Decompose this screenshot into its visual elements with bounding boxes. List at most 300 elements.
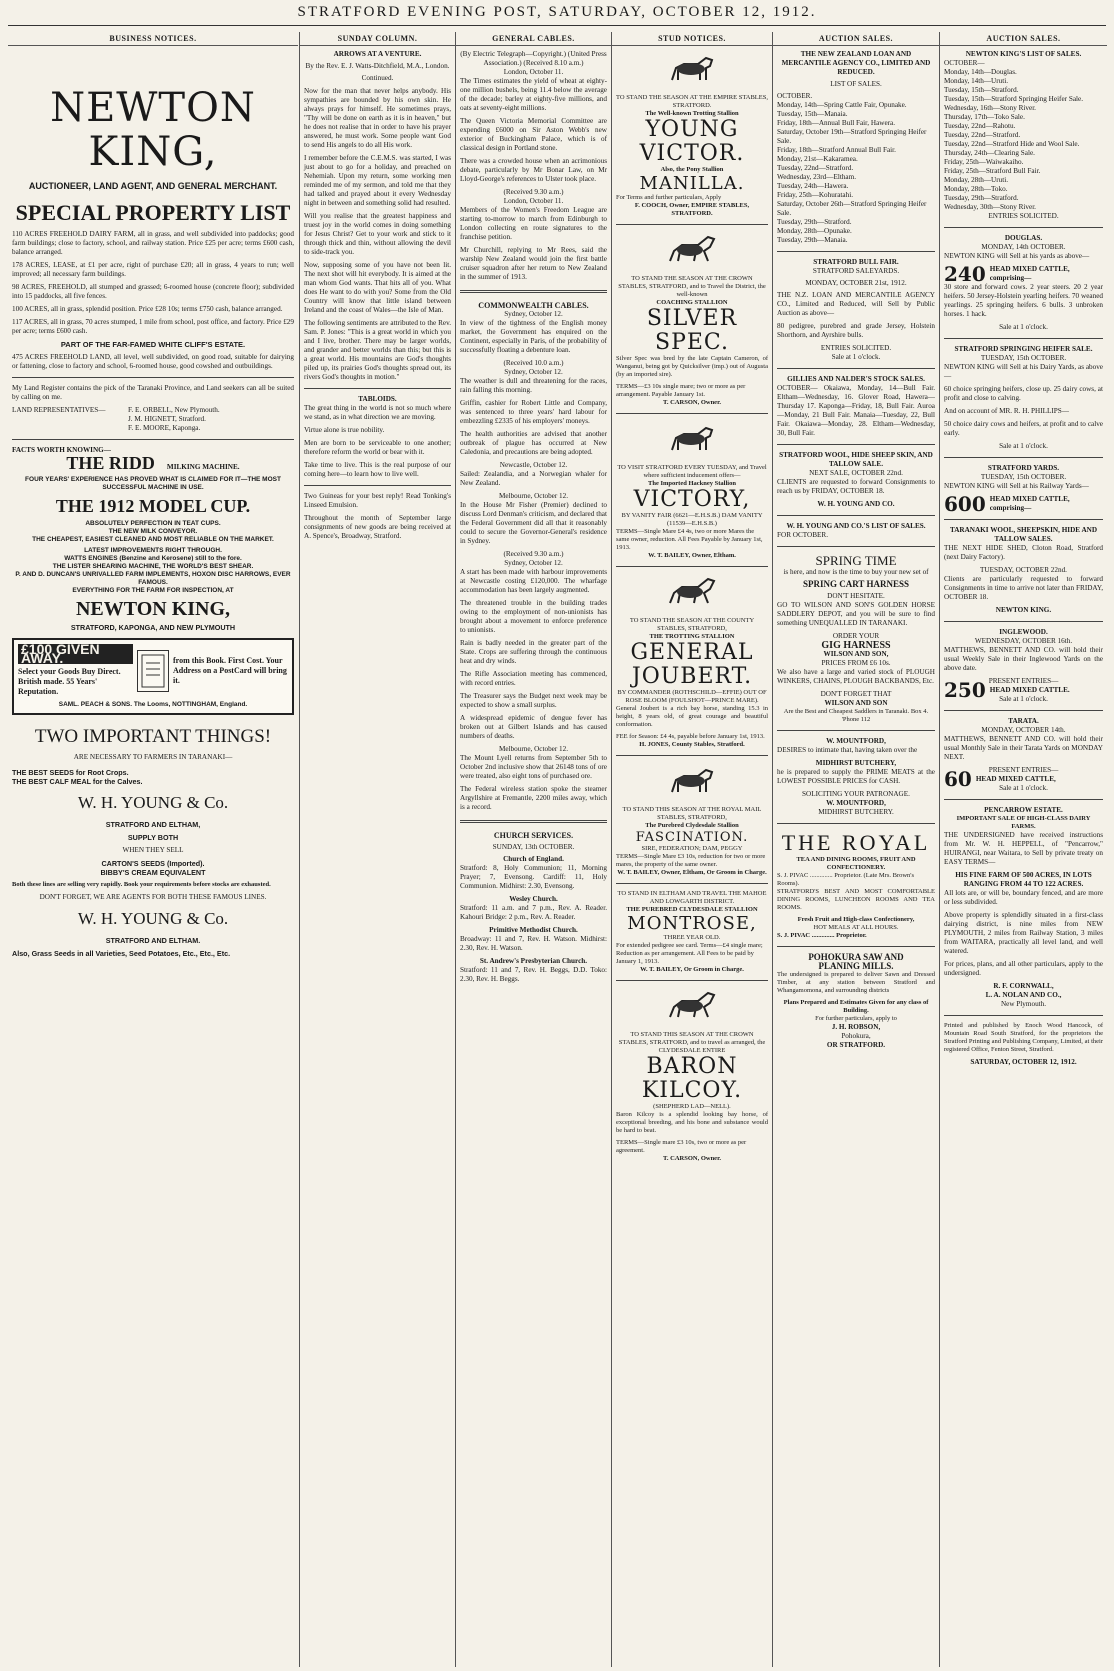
head-count: 60 [944, 767, 972, 791]
duncan: P. AND D. DUNCAN'S UNRIVALLED FARM IMPLEMENTS, HOXON DISC HARROWS, EVER FAMOUS. [15, 571, 291, 586]
paragraph: Members of the Women's Freedom League are starting to-morrow to march from Edinburgh to London collecting en route signatures to the franchise petition. [460, 206, 607, 241]
stud-intro: TO VISIT STRATFORD EVERY TUESDAY, and Travel where sufficient inducement offers— [617, 464, 767, 479]
matthews: MATTHEWS, BENNETT AND CO. will hold their usual Weekly Sale in their Inglewood Yards on the above date. [944, 646, 1103, 672]
october-label: OCTOBER. [777, 92, 813, 100]
royal-text: STRATFORD'S BEST AND MOST COMFORTABLE DINING ROOMS, LUNCHEON ROOMS AND TEA ROOMS. [777, 888, 935, 911]
stud-text: General Joubert is a rich bay horse, standing 15.3 in height, 8 years old, of great courage and beautiful conformation. [616, 705, 768, 728]
church-name: St. Andrew's Presbyterian Church. [479, 957, 588, 965]
stallion-name: GENERAL [630, 640, 754, 665]
sale-entry: Tuesday, 22nd—Rahotu. [944, 122, 1016, 130]
young-name-2: W. H. YOUNG & Co. [77, 909, 229, 928]
taranaki-wool: TARANAKI WOOL, SHEEPSKIN, HIDE AND TALLOW SALES. [949, 526, 1098, 543]
paragraph: Sailed: Zealandia, and a Norwegian whaler for New Zealand. [460, 470, 607, 487]
bibby: BIBBY'S CREAM EQUIVALENT [100, 868, 206, 877]
footer-name: NEWTON KING, [75, 598, 231, 620]
sale-entry: Monday, 28th—Uruti. [944, 176, 1009, 184]
october-label: OCTOBER— [944, 59, 985, 67]
everything: EVERYTHING FOR THE FARM FOR INSPECTION, AT [72, 587, 234, 594]
newspaper-page [8, 4, 1106, 1667]
wilson-name: WILSON AND SON [824, 699, 888, 707]
sale-entry: Monday, 14th—Spring Cattle Fair, Opunake. [777, 101, 907, 109]
yards-text: NEWTON KING will Sell at his Railway Yards— [944, 482, 1089, 490]
sales-list [944, 68, 1103, 212]
newton-list: NEWTON KING'S LIST OF SALES. [965, 50, 1082, 58]
service-times: Stratford: 8, Holy Communion; 11, Morning Prayer; 7, Evensong. Cardiff: 11, Holy Communion. Midhirst: 2.30, Evensong. [460, 864, 607, 890]
paragraph: The following sentiments are attributed to the Rev. Sam. P. Jones: "This is a great world in which you and I live, brother. There may be larger worlds, and grander and better worlds than this; but this is a great world. His mountains are God's thoughts piled up, its prairies God's thoughts spread out, its rivers God's thoughts in motion." [304, 319, 451, 381]
sale-entry: Wednesday, 23rd—Eltham. [777, 173, 856, 181]
dont-forget: DON'T FORGET, WE ARE AGENTS FOR BOTH THESE FAMOUS LINES. [39, 893, 267, 901]
property-item: 100 ACRES, all in grass, splendid position. Price £28 10s; terms £750 cash, balance arranged. [12, 305, 283, 313]
head-text: HEAD MIXED CATTLE. [989, 686, 1070, 694]
plough: We also have a large and varied stock of PLOUGH WINKERS, CHAINS, PLOUGH BACKBANDS, Etc. [777, 668, 935, 685]
seeds: THE BEST SEEDS for Root Crops. [12, 768, 129, 777]
stud-column [611, 32, 772, 1667]
calf: THE BEST CALF MEAL for the Calves. [12, 777, 143, 786]
role: AUCTIONEER, LAND AGENT, AND GENERAL MERCHANT. [28, 181, 278, 191]
stud-sub: THE PUREBRED CLYDESDALE STALLION [626, 906, 758, 913]
clients: CLIENTS are requested to forward Consignments to reach us by FRIDAY, OCTOBER 18. [777, 478, 935, 495]
service-times: Broadway: 11 and 7, Rev. H. Watson. Midhirst: 2.30, Rev. H. Watson. [460, 935, 607, 952]
entries: ENTRIES SOLICITED. [820, 344, 892, 352]
sunday-title: ARROWS AT A VENTURE. [333, 50, 422, 58]
sunday-column [299, 32, 455, 1667]
stallion-name: VICTOR. [639, 141, 745, 166]
horse-icon [664, 573, 720, 613]
sales-list [777, 101, 935, 245]
horse-icon [664, 762, 720, 802]
rep: F. E. ORBELL, New Plymouth. [128, 406, 220, 414]
sale-entry: Saturday, October 19th—Stratford Springing Heifer Sale. [777, 128, 927, 145]
sale-time: Sale at 1 o'clock. [999, 784, 1048, 792]
head-text: HEAD MIXED CATTLE, [975, 775, 1056, 783]
meals: HOT MEALS AT ALL HOURS. [813, 924, 899, 931]
stud-owner: T. CARSON, Owner. [663, 399, 721, 406]
stud-owner: T. CARSON, Owner. [663, 1155, 721, 1162]
entries: ENTRIES SOLICITED. [988, 212, 1059, 220]
sale-entry: Tuesday, 22nd—Stratford. [777, 164, 854, 172]
young-co: W. H. YOUNG AND CO. [817, 500, 895, 508]
mountford-2: W. MOUNTFORD, [826, 799, 886, 807]
stallion-name: MANILLA. [639, 173, 745, 194]
dateline: Sydney, October 12. [504, 559, 563, 567]
paragraph: There was a crowded house when an acrimonious debate, particularly by Mr Bonar Law, on Mr Lloyd-George's references to Ulster took place. [460, 157, 607, 183]
nz-loan: THE NEW ZEALAND LOAN AND MERCANTILE AGENCY CO., LIMITED AND REDUCED. [781, 50, 931, 76]
dateline: London, October 11. [503, 197, 564, 205]
paragraph: Take time to live. This is the real purpose of our coming here—to learn how to live well. [304, 461, 451, 478]
situated: Above property is splendidly situated in a first-class dairying district, is nine miles from NEW PLYMOUTH, 2 miles from Railway Station, 3 miles from WAITARA, practically all level land, and well watered. [944, 911, 1103, 955]
dateline: Melbourne, October 12. [498, 745, 569, 753]
sale-entry: Tuesday, 22nd—Stratford Hide and Wool Sale. [944, 140, 1080, 148]
sale-entry: Tuesday, 29th—Stratford. [944, 194, 1019, 202]
four-years: FOUR YEARS' EXPERIENCE HAS PROVED WHAT IS CLAIMED FOR IT—THE MOST SUCCESSFUL MACHINE IN USE. [25, 476, 281, 491]
inglewood: INGLEWOOD. [999, 628, 1048, 636]
planing: PLANING MILLS. [818, 961, 894, 971]
douglas: DOUGLAS. [1004, 234, 1043, 242]
stud-sub: Also, the Pony Stallion [660, 166, 724, 173]
dateline: Newcastle, October 12. [499, 461, 568, 469]
stud-intro: TO STAND THIS SEASON AT THE CROWN STABLES, STRATFORD, and to travel as arranged, the CLYDESDALE ENTIRE [618, 1031, 766, 1054]
auction-column-1 [772, 32, 939, 1667]
tuesday-22: TUESDAY, OCTOBER 22nd. [980, 566, 1067, 574]
butchery-2: MIDHIRST BUTCHERY. [818, 808, 894, 816]
stud-terms: TERMS—£3 10s single mare; two or more as per arrangement. Payable January 1st. [616, 383, 746, 398]
lots: All lots are, or will be, boundary fenced, and are more or less subdivided. [944, 889, 1103, 906]
column-heading: SUNDAY COLUMN. [300, 32, 455, 46]
sale-entry: Friday, 18th—Annual Bull Fair, Hawera. [777, 119, 896, 127]
paragraph: The Rifle Association meeting has commenced, with record entries. [460, 670, 607, 687]
sale-entry: Tuesday, 22nd—Stratford. [944, 131, 1021, 139]
stud-text: Silver Spec was bred by the late Captain Cameron, of Wanganui, being got by Quicksilver (imp.) out of Augusta (by an imported sire). [616, 355, 768, 378]
sale-time: Sale at 1 o'clock. [999, 323, 1048, 331]
phillips-text: 50 choice dairy cows and heifers, at profit and to calve early. [944, 420, 1103, 437]
stud-by: (SHEPHERD LAD—NELL). [653, 1103, 731, 1110]
stud-by: SIRE, FEDERATION; DAM, PEGGY [641, 845, 743, 852]
forget: DON'T FORGET THAT [820, 690, 892, 698]
facts-heading: FACTS WORTH KNOWING— [12, 446, 111, 454]
stud-text: Baron Kilcoy is a splendid looking bay horse, of exceptional breeding, and his bone and substance would be hard to beat. [616, 1111, 768, 1134]
gig-harness: GIG HARNESS [821, 640, 891, 651]
stud-sub: The Purebred Clydesdale Stallion [645, 822, 739, 829]
paragraph: Will you realise that the greatest happiness and truest joy in the world comes in doing something for Jesus Christ? Get to your work and stick to it through thick and thin, without allowing the devil to side-track you. [304, 212, 451, 256]
paragraph: In view of the tightness of the English money market, the Government has enquired on the Continent, especially in Paris, of the probability of successfully floating a debenture loan. [460, 319, 607, 354]
cheapest: THE CHEAPEST, EASIEST CLEANED AND MOST RELIABLE ON THE MARKET. [32, 536, 274, 543]
pohokura: POHOKURA SAW AND [808, 952, 904, 962]
dateline: Sydney, October 12. [504, 368, 563, 376]
young-place: STRATFORD AND ELTHAM, [105, 820, 201, 829]
stud-sub: The Imported Hackney Stallion [648, 480, 736, 487]
stud-intro: TO STAND THE SEASON AT THE COUNTY STABLES, STRATFORD, [629, 617, 755, 632]
newton-king-title: NEWTON KING, [50, 85, 256, 175]
commonwealth-heading: COMMONWEALTH CABLES. [478, 301, 589, 310]
stud-intro: TO STAND THE SEASON AT THE CROWN STABLES, STRATFORD, and to Travel the District, the well-known [618, 275, 766, 298]
register-text: My Land Register contains the pick of the Taranaki Province, and Land seekers can all be suited by calling on me. [12, 384, 294, 401]
spring-list: 60 choice springing heifers, close up. 25 dairy cows, at profit and close to calving. [944, 385, 1103, 402]
paragraph: Throughout the month of September large consignments of new goods are being received at A. Spence's, Broadway, Stratford. [304, 514, 451, 540]
stud-intro: TO STAND THE SEASON AT THE EMPIRE STABLES, STRATFORD. [616, 94, 768, 109]
sale-entry: Monday, 14th—Uruti. [944, 77, 1009, 85]
nolan-place: New Plymouth. [1000, 1000, 1047, 1008]
bull-text: THE N.Z. LOAN AND MERCANTILE AGENCY CO., Limited and Reduced, will Sell by Public Auction as above— [777, 291, 935, 317]
bull-detail: 80 pedigree, purebred and grade Jersey, Holstein Shorthorn, and Ayrshire bulls. [777, 322, 935, 339]
ing-date: WEDNESDAY, OCTOBER 16th. [974, 637, 1073, 645]
imprint: Printed and published by Enoch Wood Hancock, of Mountain Road South Stratford, for the proprietors the Stratford Printing and Publishing Company, Limited, at their registered Office, Fenton Street, Stratford. [944, 1022, 1103, 1053]
paragraph: The health authorities are advised that another outbreak of plague has occurred at New Caledonia, and precautions are being adopted. [460, 430, 607, 456]
tarata-date: MONDAY, OCTOBER 14th. [981, 726, 1066, 734]
stallion-name: MONTROSE, [627, 913, 757, 934]
sale-entry: Thursday, 17th—Toko Sale. [944, 113, 1025, 121]
paragraph: Now for the man that never helps anybody. His sympathies are bounded by his own skin. He always prays for himself. He sometimes prays, "Thy will be done on earth as it is in heaven," but he does not realise that in order to have his prayer answered, he must work. Some people want God to send His angels to do all His work. [304, 87, 451, 149]
robson: J. H. ROBSON, [831, 1023, 881, 1031]
young-place-2: STRATFORD AND ELTHAM. [105, 936, 201, 945]
spring-text: is here, and now is the time to buy your new set of [783, 568, 929, 576]
grass-seeds: Also, Grass Seeds in all Varieties, Seed Potatoes, Etc., Etc., Etc. [12, 949, 231, 958]
sunday-date: SUNDAY, 13th OCTOBER. [492, 843, 575, 851]
bull-date: MONDAY, OCTOBER 21st, 1912. [805, 279, 907, 287]
church-name: Primitive Methodist Church. [489, 926, 578, 934]
newton-king: NEWTON KING. [995, 606, 1052, 614]
sale-entry: Friday, 18th—Stratford Annual Bull Fair. [777, 146, 896, 154]
stallion-name: KILCOY. [641, 1078, 743, 1103]
head-count: 600 [944, 491, 986, 516]
sale-entry: Tuesday, 24th—Hawera. [777, 182, 849, 190]
wilson-name: WILSON AND SON, [823, 650, 889, 658]
engines: WATTS ENGINES (Benzine and Kerosene) still to the fore. [64, 555, 242, 562]
masthead: STRATFORD EVENING POST, SATURDAY, OCTOBER 12, 1912. [8, 4, 1106, 26]
column-heading: STUD NOTICES. [612, 32, 772, 46]
pohokura-text: The undersigned is prepared to deliver Sawn and Dressed Timber, at any station between Stratford and Whangamomona, and surrounding districts [777, 971, 935, 994]
stud-intro: TO STAND IN ELTHAM AND TRAVEL THE MAHOE AND LOWGARTH DISTRICT. [617, 890, 767, 905]
sale-time: Sale at 1 o'clock. [831, 353, 881, 361]
stud-intro: TO STAND THIS SEASON AT THE ROYAL MAIL STABLES, STRATFORD, [622, 806, 762, 821]
robson-place: Pohokura, [841, 1032, 871, 1040]
stud-sub: The Well-known Trotting Stallion [645, 110, 739, 117]
paragraph: The Queen Victoria Memorial Committee are expending £6000 on Sir Aston Webb's new exterior of Buckingham Palace, which is of classical design in Portland stone. [460, 117, 607, 152]
property-item: 178 ACRES, LEASE, at £1 per acre, right of purchase £20; all in grass, 4 years to run; well improved; all necessary farm buildings. [12, 261, 294, 278]
present: PRESENT ENTRIES— [988, 677, 1059, 685]
sale-entry: Tuesday, 15th—Stratford. [944, 86, 1019, 94]
church-heading: CHURCH SERVICES. [493, 831, 574, 840]
milking: MILKING MACHINE. [166, 463, 240, 471]
wool-sale: STRATFORD WOOL, HIDE SHEEP SKIN, AND TALLOW SALE. [779, 451, 933, 468]
paragraph: The threatened trouble in the building trades owing to the employment of non-unionists has brought about a movement to enforce preference to unionists. [460, 599, 607, 634]
stud-terms: FEE for Season: £4 4s, payable before January 1st, 1913. [616, 733, 765, 740]
phillips: And on account of MR. R. H. PHILLIPS— [944, 407, 1069, 415]
stud-sub: COACHING STALLION [656, 299, 728, 306]
hide-shed: THE NEXT HIDE SHED, Cloton Road, Stratford (next Dairy Factory). [944, 544, 1103, 561]
sale-time: Sale at 1 o'clock. [999, 442, 1048, 450]
book-text: from this Book. First Cost. Your Address on a PostCard will bring it. [173, 655, 287, 685]
sale-entry: Monday, 28th—Opunake. [777, 227, 852, 235]
hesitate: DON'T HESITATE. [827, 592, 885, 600]
paragraph: The weather is dull and threatening for the races, rain falling this morning. [460, 377, 607, 394]
yards: STRATFORD YARDS. [987, 464, 1060, 472]
necessary: ARE NECESSARY TO FARMERS IN TARANAKI— [73, 753, 233, 761]
paragraph: Two Guineas for your best reply! Read Tonking's Linseed Emulsion. [304, 492, 451, 509]
select-text: Select your Goods Buy Direct. British made. 55 Years' Reputation. [18, 667, 121, 696]
horse-icon [664, 987, 720, 1027]
sale-entry: Monday, 14th—Douglas. [944, 68, 1017, 76]
list-heading: LIST OF SALES. [830, 80, 882, 88]
rep: J. M. HIGNETT, Stratford. [128, 415, 206, 423]
supply: SUPPLY BOTH [127, 833, 179, 842]
farm: HIS FINE FARM OF 500 ACRES, IN LOTS RANGING FROM 44 TO 122 ACRES. [955, 871, 1092, 888]
dateline: Melbourne, October 12. [498, 492, 569, 500]
property-item: 98 ACRES, FREEHOLD, all stumped and grassed; 6-roomed house (concrete floor); subdivided into 15 paddocks, all five fences. [12, 283, 294, 300]
paragraph: The Times estimates the yield of wheat at eighty-one million bushels, being 11.4 below the average of the decade; barley at eighty-five millions, and oats at seventy-eight millions. [460, 77, 607, 112]
clients: Clients are particularly requested to forward Consignments in time to arrive not later than FRIDAY, OCTOBER 18. [944, 575, 1103, 601]
paragraph: The Mount Lyell returns from September 5th to October 2nd inclusive show that 26148 tons of ore were treated, also eight tons of purchased ore. [460, 754, 607, 780]
auction-column-2 [939, 32, 1107, 1667]
stallion-name: VICTORY, [633, 487, 751, 512]
sale-time: Sale at 1 o'clock. [999, 695, 1048, 703]
two-things-heading: TWO IMPORTANT THINGS! [34, 726, 272, 747]
column-heading: GENERAL CABLES. [456, 32, 611, 46]
church-name: Wesley Church. [509, 895, 558, 903]
gillies-list: OCTOBER— Okaiawa, Monday, 14—Bull Fair. Eltham—Wednesday, 16. Glover Road, Hawera—Thursday 17. Kaponga—Friday, 18, Bull Fair. Auroa—Monday, 21 Bull Fair. Manaia—Tuesday, 22, Bull Fair. Okaiawa—Monday, 28. Eltham—Wednesday, 30, Bull Fair. [777, 384, 935, 437]
continued: Continued. [361, 74, 394, 82]
stud-by: BY COMMANDER (ROTHSCHILD—EFFIE) OUT OF ROSE BLOOM (FOULSHOT—PRINCE MARE). [617, 689, 767, 704]
stud-terms: TERMS—Single mare £3 10s, two or more as per agreement. [616, 1139, 747, 1154]
column-heading: AUCTION SALES. [940, 32, 1107, 46]
stud-terms: TERMS—Single Mare £3 10s, reduction for two or more mares, the property of the same owner. [616, 853, 766, 868]
paragraph: A widespread epidemic of dengue fever has broken out at Gilbert Islands and has caused numbers of deaths. [460, 714, 607, 740]
douglas-text: NEWTON KING will Sell at his yards as above— [944, 252, 1090, 260]
mountford-text-2: he is prepared to supply the PRIME MEATS at the LOWEST POSSIBLE PRICES for CASH. [777, 768, 935, 785]
further: For further particulars, apply to [815, 1015, 897, 1022]
sale-entry: Friday, 25th—Kohuratahi. [777, 191, 853, 199]
order: ORDER YOUR [832, 632, 880, 640]
sale-entry: Thursday, 24th—Clearing Sale. [944, 149, 1035, 157]
saleyards: STRATFORD SALEYARDS. [812, 267, 900, 275]
yards-date: TUESDAY, 15th OCTOBER. [980, 473, 1067, 481]
sale-entry: Tuesday, 29th—Manaia. [777, 236, 848, 244]
young-name: W. H. YOUNG & Co. [77, 793, 229, 812]
paragraph: Now, supposing some of you have not been lit. The next shot will hit everybody. It is aimed at the man whom God wants. That hits all of you. What does He want to do with you? Some from the Old Country will know that little island between Ireland and the coast of Wales—the Isle of Man. [304, 261, 451, 314]
present-2: PRESENT ENTRIES— [988, 766, 1059, 774]
robson-or: OR STRATFORD. [826, 1041, 886, 1049]
paragraph: Rain is badly needed in the greater part of the State. Crops are suffering through the continuous heat and dry winds. [460, 639, 607, 665]
royal-sub: TEA AND DINING ROOMS, FRUIT AND CONFECTIONERY. [796, 856, 916, 871]
paragraph: Griffin, cashier for Robert Little and Company, was sentenced to three years' hard labour for embezzling £2335 of his employers' moneys. [460, 399, 607, 425]
pencarrow: PENCARROW ESTATE. [984, 806, 1063, 814]
bull-fair: STRATFORD BULL FAIR. [813, 258, 899, 266]
model-cup: THE 1912 MODEL CUP. [55, 496, 251, 516]
sunday-by: By the Rev. E. J. Watts-Ditchfield, M.A., London. [305, 62, 450, 70]
sale-entry: Wednesday, 30th—Stony River. [944, 203, 1036, 211]
sale-entry: Tuesday, 15th—Manaia. [777, 110, 848, 118]
property-item: 475 ACRES FREEHOLD LAND, all level, well subdivided, on good road, suitable for dairying or fattening, close to factory and school, 6-roomed house, good cowshed and outbuildings. [12, 353, 294, 370]
horse-icon [664, 50, 720, 90]
rep: F. E. MOORE, Kaponga. [128, 424, 201, 432]
church-name: Church of England. [503, 855, 564, 863]
column-heading: AUCTION SALES. [773, 32, 939, 46]
sale-entry: Tuesday, 15th—Stratford Springing Heifer Sale. [944, 95, 1084, 103]
paragraph: Mr Churchill, replying to Mr Rees, said the warship New Zealand would join the first battle cruiser squadron after her return to New Zealand in the summer of 1913. [460, 246, 607, 281]
sale-entry: Monday, 21st—Kakaramea. [777, 155, 858, 163]
stallion-name: JOUBERT. [631, 664, 753, 689]
stud-owner: W. T. BAILEY, Owner, Eltham, Or Groom in Charge. [617, 869, 767, 876]
paragraph: Virtue alone is true nobility. [304, 426, 385, 434]
sale-entry: Monday, 28th—Toko. [944, 185, 1008, 193]
next-sale: NEXT SALE, OCTOBER 22nd. [809, 469, 903, 477]
paragraph: In the House Mr Fisher (Premier) declined to discuss Lord Denman's criticism, and declared that the Federal Government did all that it reasonably could to secure the Governor-General's residence in Sydney. [460, 501, 607, 545]
list-title: SPECIAL PROPERTY LIST [15, 200, 291, 225]
stud-owner: W. T. BAILEY, Owner, Eltham. [648, 552, 736, 559]
spring-time: SPRING TIME [815, 553, 897, 568]
latest: LATEST IMPROVEMENTS RIGHT THROUGH. [84, 547, 222, 554]
dateline: Sydney, October 12. [504, 310, 563, 318]
absolutely: ABSOLUTELY PERFECTION IN TEAT CUPS. [85, 520, 221, 527]
matthews-2: MATTHEWS, BENNETT AND CO. will hold their usual Monthly Sale in their Tarata Yards on MONDAY NEXT. [944, 735, 1103, 761]
pivac-2: S. J. PIVAC .............. Proprietor. [777, 932, 867, 939]
horse-icon [664, 420, 720, 460]
tabloids-heading: TABLOIDS. [358, 395, 397, 403]
cables-by: (By Electric Telegraph—Copyright.) (United Press Association.) (Received 8.10 a.m.) [460, 50, 607, 67]
stud-owner: F. COOCH, Owner, EMPIRE STABLES, STRATFORD. [634, 202, 750, 217]
stallion-name: FASCINATION. [635, 830, 749, 845]
tarata: TARATA. [1008, 717, 1039, 725]
property-item: 110 ACRES FREEHOLD DAIRY FARM, all in grass, and well subdivided into paddocks; good farm buildings; close to factory, school, and railway station. Price £25 per acre; terms £600 cash, balance arranged. [12, 230, 294, 256]
spring-heifer: STRATFORD SPRINGING HEIFER SALE. [954, 345, 1093, 353]
service-times: Stratford: 11 and 7, Rev. H. Beggs, D.D. Toko: 2.30, Rev. H. Beggs. [460, 966, 607, 983]
mountford: W. MOUNTFORD, [826, 737, 886, 745]
stallion-name: YOUNG [645, 117, 739, 142]
catalogue-icon [137, 650, 169, 692]
paragraph: I remember before the C.E.M.S. was started, I was just about to go for a holiday, and preached on Nehemiah. Upon my return, some working men reminded me of my sermon, and told me that they had talked and prayed about it every Wednesday night in between and something solid had resulted. [304, 154, 451, 207]
cornwall: R. F. CORNWALL, [993, 982, 1054, 990]
horse-icon [664, 231, 720, 271]
columns-container [8, 32, 1106, 1667]
sale-entry: Saturday, October 26th—Stratford Springing Heifer Sale. [777, 200, 927, 217]
douglas-date: MONDAY, 14th OCTOBER. [981, 243, 1066, 251]
stallion-name: BARON [646, 1054, 738, 1079]
stallion-name: SPEC. [655, 330, 729, 355]
nolan: L. A. NOLAN AND CO., [985, 991, 1062, 999]
important: IMPORTANT SALE OF HIGH-CLASS DAIRY FARMS. [956, 815, 1091, 830]
lister: THE LISTER SHEARING MACHINE, THE WORLD'S BEST SHEAR. [52, 563, 254, 570]
white-cliff-heading: PART OF THE FAR-FAMED WHITE CLIFF'S ESTATE. [60, 340, 246, 349]
paragraph: The Federal wireless station spoke the steamer Argyllshire at Fremantle, 2200 miles away, which is a record. [460, 785, 607, 811]
stallion-name: SILVER [646, 306, 738, 331]
gillies: GILLIES AND NALDER'S STOCK SALES. [787, 375, 925, 383]
instructions: THE UNDERSIGNED have received instructions from Mr. W. H. HEPPELL, of "Pencarrow," HUIRANGI, near Waitara, to Sell by private treaty on EASY TERMS— [944, 831, 1103, 866]
head-text: HEAD MIXED CATTLE, comprising— [989, 495, 1070, 512]
harness: SPRING CART HARNESS [802, 579, 910, 589]
reps-label: LAND REPRESENTATIVES— [12, 406, 106, 414]
paragraph: The Treasurer says the Budget next week may be expected to show a small surplus. [460, 692, 607, 709]
plans: Plans Prepared and Estimates Given for any class of Building. [783, 999, 929, 1014]
sale-entry: Friday, 25th—Waiwakaiho. [944, 158, 1024, 166]
business-column [8, 32, 298, 1667]
fresh: Fresh Fruit and High-class Confectionery, [797, 916, 915, 923]
stud-terms: For extended pedigree see card. Terms—£4 single mare; Reduction as per arrangement. All Fees to be paid by January 1, 1913. [616, 942, 763, 965]
cartons: CARTON'S SEEDS (Imported). [101, 859, 205, 868]
soliciting: SOLICITING YOUR PATRONAGE. [802, 790, 910, 798]
stud-sub: THE TROTTING STALLION [649, 633, 735, 640]
received: (Received 10.0 a.m.) [503, 359, 564, 367]
ridd: THE RIDD [66, 453, 155, 473]
stud-owner: W. T. BAILEY, Or Groom in Charge. [640, 966, 744, 973]
when: WHEN THEY SELL [122, 846, 184, 854]
stock-list: 30 store and forward cows. 2 year steers. 20 2 year heifers. 50 Jersey-Holstein yearling heifers. 70 weaned yearlings. 25 springing heifers. 6 bulls. 3 unbroken horses. 1 hack. [944, 283, 1103, 318]
wilson-text: GO TO WILSON AND SON'S GOLDEN HORSE SADDLERY DEPOT, and you will be sure to find something UNEQUALLED IN TARANAKI. [777, 601, 935, 627]
dateline: London, October 11. [503, 68, 564, 76]
cables-column [455, 32, 611, 1667]
head-count: 250 [944, 678, 986, 702]
property-item: 117 ACRES, all in grass, 70 acres stumped, 1 mile from school, post office, and factory. Price £29 per acre; terms £600 cash. [12, 318, 294, 335]
for-october: FOR OCTOBER. [777, 531, 828, 539]
stud-terms: TERMS—Single Mare £4 4s, two or more Mares the same owner, reduction. All Fees Payable by January 1st, 1913. [616, 528, 763, 551]
young-list: W. H. YOUNG AND CO.'S LIST OF SALES. [786, 522, 926, 530]
royal: THE ROYAL [781, 830, 931, 855]
paragraph: A start has been made with harbour improvements at Newcastle costing £120,000. The wharfage accommodation has been largely augmented. [460, 568, 607, 594]
footer-places: STRATFORD, KAPONGA, AND NEW PLYMOUTH [70, 623, 236, 632]
column-heading: BUSINESS NOTICES. [8, 32, 298, 46]
service-times: Stratford: 11 a.m. and 7 p.m., Rev. A. Reader. Kahouri Bridge: 2 p.m., Rev. A. Reader. [460, 904, 607, 921]
butchery: MIDHIRST BUTCHERY, [815, 759, 897, 767]
paragraph: The great thing in the world is not so much where we stand, as in what direction we are moving. [304, 404, 451, 421]
pivac: S. J. PIVAC .............. Proprietor. (Late Mrs. Brown's Rooms). [777, 872, 915, 887]
sale-entry: Wednesday, 16th—Stony River. [944, 104, 1036, 112]
conveyor: THE NEW MILK CONVEYOR. [108, 528, 198, 535]
plans: For prices, plans, and all other particulars, apply to the undersigned. [944, 960, 1103, 977]
peach-name: SAML. PEACH & SONS. The Looms, NOTTINGHAM, England. [58, 701, 248, 708]
both-text: Both these lines are selling very rapidly. Book your requirements before stocks are exhausted. [12, 881, 271, 888]
cheapest-saddlers: Are the Best and Cheapest Saddlers in Taranaki. Box 4. 'Phone 112 [783, 708, 929, 723]
stud-age: THREE YEAR OLD. [663, 934, 721, 941]
stud-owner: H. JONES, County Stables, Stratford. [639, 741, 745, 748]
sale-entry: Friday, 25th—Stratford Bull Fair. [944, 167, 1041, 175]
